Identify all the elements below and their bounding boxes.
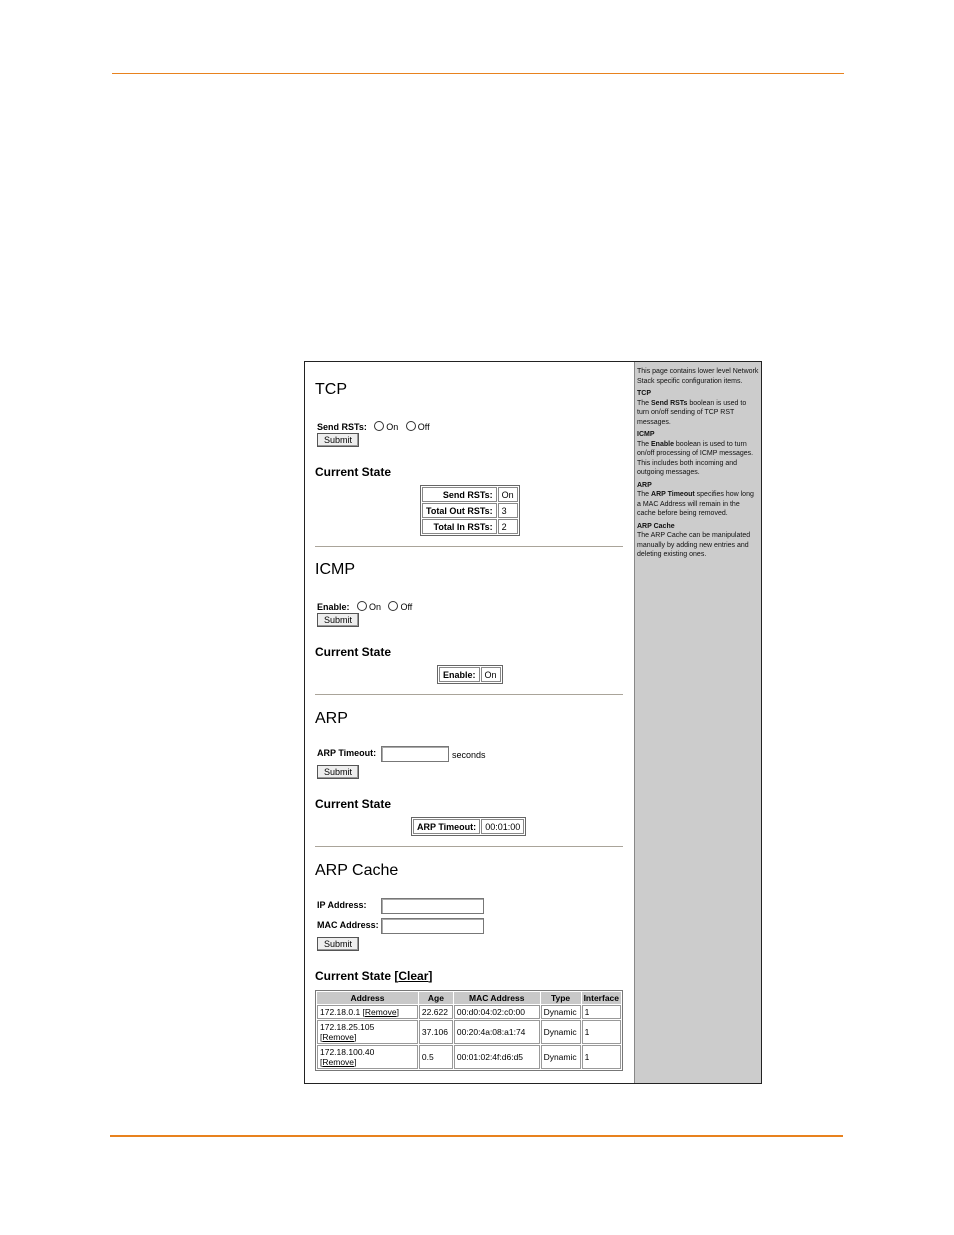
help-arp <box>637 481 759 519</box>
icmp-state-row <box>439 667 501 682</box>
arp-state-key: ARP Timeout: <box>413 819 480 834</box>
tcp-state-value: 3 <box>498 503 518 518</box>
arp-cache-current-state-heading <box>315 969 432 983</box>
tcp-current-state-heading: Current State <box>315 465 392 479</box>
cell-interface: 1 <box>582 1005 621 1019</box>
help-arp-cache-heading: ARP Cache <box>637 522 675 530</box>
address-text: 172.18.0.1 <box>320 1007 361 1017</box>
tcp-state-key: Total Out RSTs: <box>422 503 497 518</box>
cell-mac: 00:01:02:4f:d6:d5 <box>454 1045 540 1069</box>
send-rsts-on-radio[interactable] <box>374 421 384 431</box>
cell-type: Dynamic <box>541 1045 581 1069</box>
column-header-interface: Interface <box>583 993 619 1003</box>
help-tcp-post: boolean is used to turn on/off sending of TCP RST messages. <box>637 399 747 426</box>
clear-link[interactable]: Clear <box>398 969 429 983</box>
arp-cache-submit-button[interactable]: Submit <box>317 937 359 951</box>
tcp-state-row <box>422 519 518 534</box>
arp-submit-button[interactable]: Submit <box>317 765 359 779</box>
column-header-address: Address <box>317 992 418 1004</box>
address-text: 172.18.25.105 <box>320 1022 375 1032</box>
arp-cache-row <box>317 1020 621 1044</box>
help-arp-pre: The <box>637 491 652 498</box>
tcp-state-value: On <box>498 487 518 502</box>
clear-open-bracket: [ <box>394 969 399 983</box>
cell-address: 172.18.0.1 [Remove] <box>317 1005 418 1019</box>
help-arp-cache-text: The ARP Cache can be manipulated manually by adding new entries and deleting existing ones. <box>637 532 751 558</box>
icmp-state-table <box>437 665 503 684</box>
column-header-age: Age <box>419 992 453 1004</box>
icmp-state-value: On <box>481 667 501 682</box>
cell-mac: 00:20:4a:08:a1:74 <box>454 1020 540 1044</box>
arp-title: ARP <box>315 710 348 727</box>
help-tcp <box>637 389 759 427</box>
help-icmp-post: boolean is used to turn on/off processing of ICMP messages. This includes both incoming and outgoing messages. <box>637 440 754 476</box>
ip-address-input[interactable] <box>381 898 484 914</box>
tcp-state-value: 2 <box>498 519 518 534</box>
section-divider <box>315 694 623 695</box>
cell-age: 37.106 <box>419 1020 453 1044</box>
cell-interface: 1 <box>582 1045 621 1069</box>
tcp-state-row <box>422 487 518 502</box>
tcp-state-row <box>422 503 518 518</box>
remove-link[interactable]: Remove <box>364 1007 397 1017</box>
icmp-current-state-heading: Current State <box>315 645 392 659</box>
arp-state-value: 00:01:00 <box>481 819 524 834</box>
arp-timeout-label: ARP Timeout: <box>317 748 377 758</box>
arp-state-table <box>411 817 526 836</box>
header-rule <box>112 73 844 74</box>
cell-address: 172.18.100.40 [Remove] <box>317 1045 418 1069</box>
cell-age: 22.622 <box>419 1005 453 1019</box>
arp-cache-title: ARP Cache <box>315 862 399 879</box>
help-tcp-bold: Send RSTs <box>651 399 688 407</box>
icmp-enable-label: Enable: <box>317 602 350 612</box>
help-sidebar <box>634 362 761 1083</box>
help-tcp-heading: TCP <box>637 390 651 397</box>
tcp-state-key: Send RSTs: <box>422 487 497 502</box>
arp-cache-header-row <box>317 992 621 1004</box>
icmp-on-label: On <box>368 602 381 612</box>
help-icmp-heading: ICMP <box>637 431 655 438</box>
send-rsts-label: Send RSTs: <box>317 422 367 432</box>
send-rsts-on-label: On <box>386 422 399 432</box>
icmp-off-label: Off <box>400 602 413 612</box>
address-text: 172.18.100.40 <box>320 1047 375 1057</box>
cell-mac: 00:d0:04:02:c0:00 <box>454 1005 540 1019</box>
section-divider <box>315 546 623 547</box>
cell-type: Dynamic <box>541 1005 581 1019</box>
icmp-title: ICMP <box>315 561 355 578</box>
network-stack-config-screenshot <box>304 361 762 1084</box>
help-icmp-pre: The <box>637 440 652 448</box>
arp-timeout-input[interactable] <box>381 746 449 762</box>
arp-cache-row <box>317 1005 621 1019</box>
cell-type: Dynamic <box>541 1020 581 1044</box>
arp-current-state-heading: Current State <box>315 797 392 811</box>
send-rsts-off-radio[interactable] <box>406 421 416 431</box>
cell-interface: 1 <box>582 1020 621 1044</box>
cell-age: 0.5 <box>419 1045 453 1069</box>
icmp-submit-button[interactable]: Submit <box>317 613 359 627</box>
icmp-off-radio[interactable] <box>388 601 398 611</box>
mac-address-input[interactable] <box>381 918 484 934</box>
tcp-submit-button[interactable]: Submit <box>317 433 359 447</box>
arp-seconds-label: seconds <box>452 750 486 760</box>
help-icmp-bold: Enable <box>651 440 674 448</box>
tcp-state-table <box>420 485 520 536</box>
footer-rule <box>110 1135 843 1137</box>
column-header-type: Type <box>541 992 581 1004</box>
mac-address-label: MAC Address: <box>317 920 379 930</box>
main-panel <box>305 362 634 1083</box>
help-arp-bold: ARP Timeout <box>651 491 695 498</box>
remove-link[interactable]: Remove <box>322 1057 355 1067</box>
help-intro: This page contains lower level Network Stack specific configuration items. <box>637 368 759 385</box>
tcp-title: TCP <box>315 381 347 398</box>
help-arp-cache <box>637 522 759 560</box>
arp-state-row <box>413 819 524 834</box>
remove-link[interactable]: Remove <box>322 1032 355 1042</box>
arp-cache-current-state-label: Current State <box>315 969 392 983</box>
help-tcp-pre: The <box>637 399 652 407</box>
icmp-on-radio[interactable] <box>357 601 367 611</box>
help-arp-heading: ARP <box>637 481 652 489</box>
tcp-state-key: Total In RSTs: <box>422 519 497 534</box>
arp-cache-table <box>315 990 623 1071</box>
ip-address-label: IP Address: <box>317 900 367 910</box>
send-rsts-off-label: Off <box>417 422 430 432</box>
help-arp-post: specifies how long a MAC Address will remain in the cache before being removed. <box>637 491 754 517</box>
section-divider <box>315 846 623 847</box>
clear-close-bracket: ] <box>428 969 433 983</box>
icmp-state-key: Enable: <box>439 667 480 682</box>
column-header-mac: MAC Address <box>454 992 540 1004</box>
cell-address: 172.18.25.105 [Remove] <box>317 1020 418 1044</box>
arp-cache-row <box>317 1045 621 1069</box>
help-icmp <box>637 430 759 478</box>
